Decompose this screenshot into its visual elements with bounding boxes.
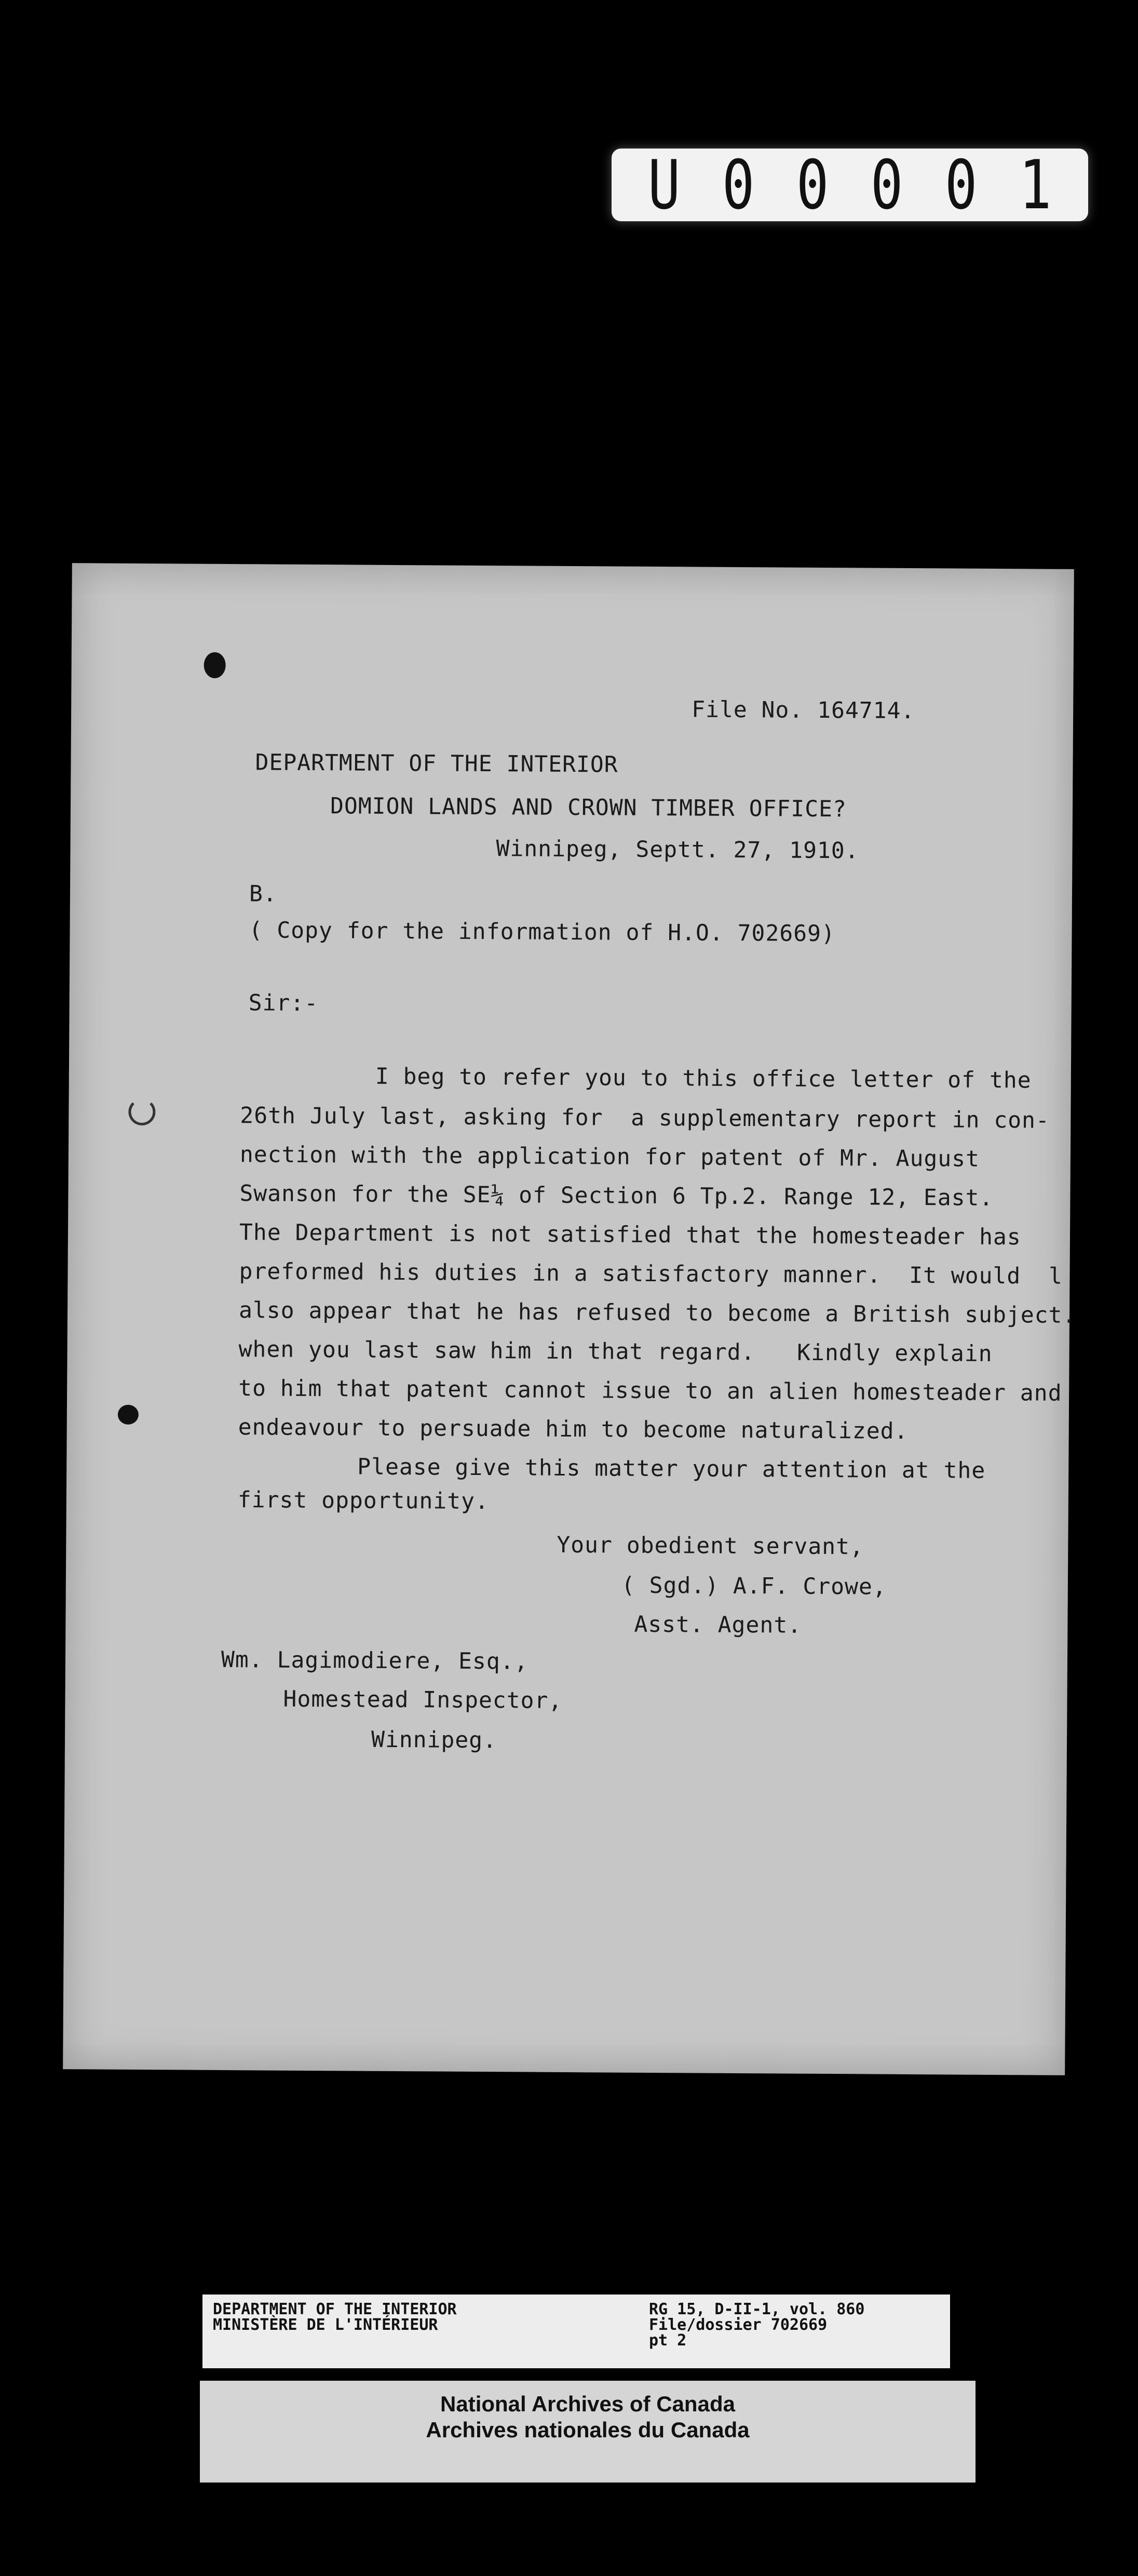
salutation: Sir:- (248, 990, 319, 1017)
punch-hole (128, 1098, 155, 1125)
body-line: to him that patent cannot issue to an alien homesteader and (238, 1375, 1062, 1406)
body-line: when you last saw him in that regard. Kindly explain (238, 1336, 993, 1367)
letter-page (63, 563, 1077, 2075)
frame-digit: 0 (871, 145, 903, 224)
body-line: 26th July last, asking for a supplementary report in con- (240, 1103, 1050, 1134)
frame-digit: U (648, 145, 681, 224)
body-line: also appear that he has refused to become a British subject. (238, 1297, 1077, 1329)
frame-digit: 1 (1019, 145, 1052, 224)
department-english: DEPARTMENT OF THE INTERIOR (213, 2300, 457, 2318)
signer-title: Asst. Agent. (634, 1611, 802, 1639)
archive-reference-label (202, 2295, 950, 2368)
addressee-name: Wm. Lagimodiere, Esq., (221, 1646, 529, 1675)
punch-hole (204, 652, 226, 678)
body-line: first opportunity. (237, 1487, 490, 1515)
frame-digit: 0 (945, 145, 978, 224)
file-number: File No. 164714. (692, 696, 915, 725)
copy-note: ( Copy for the information of H.O. 702669) (249, 917, 836, 947)
part-number: pt 2 (649, 2331, 687, 2350)
record-group: RG 15, D-II-1, vol. 860 (649, 2300, 865, 2318)
body-line: nection with the application for patent of Mr. August (239, 1142, 980, 1172)
frame-digit: 0 (722, 145, 755, 224)
addressee-city: Winnipeg. (371, 1726, 497, 1754)
archives-label (200, 2381, 976, 2483)
body-line: I beg to refer you to this office letter of the (375, 1063, 1032, 1094)
body-line: The Department is not satisfied that the homesteader has (239, 1219, 1021, 1251)
department-heading: DEPARTMENT OF THE INTERIOR (255, 749, 618, 778)
body-line: Swanson for the SE¼ of Section 6 Tp.2. Range 12, East. (239, 1180, 994, 1211)
body-line: preformed his duties in a satisfactory manner. It would l (239, 1258, 1063, 1290)
addressee-title: Homestead Inspector, (283, 1686, 563, 1714)
body-line: endeavour to persuade him to become naturalized. (238, 1414, 909, 1445)
file-dossier: File/dossier 702669 (649, 2316, 828, 2334)
frame-counter (612, 145, 1088, 224)
archives-english: National Archives of Canada (440, 2392, 735, 2416)
department-french: MINISTÈRE DE L'INTÉRIEUR (213, 2316, 438, 2334)
punch-hole (118, 1405, 139, 1425)
archives-french: Archives nationales du Canada (426, 2418, 750, 2442)
office-heading: DOMION LANDS AND CROWN TIMBER OFFICE? (330, 793, 847, 823)
frame-digit: 0 (796, 145, 829, 224)
signature: ( Sgd.) A.F. Crowe, (621, 1572, 887, 1600)
reference-b: B. (249, 881, 277, 907)
body-line: Please give this matter your attention at the (357, 1454, 986, 1484)
letter-date: Winnipeg, Septt. 27, 1910. (496, 836, 859, 864)
closing: Your obedient servant, (557, 1532, 864, 1560)
